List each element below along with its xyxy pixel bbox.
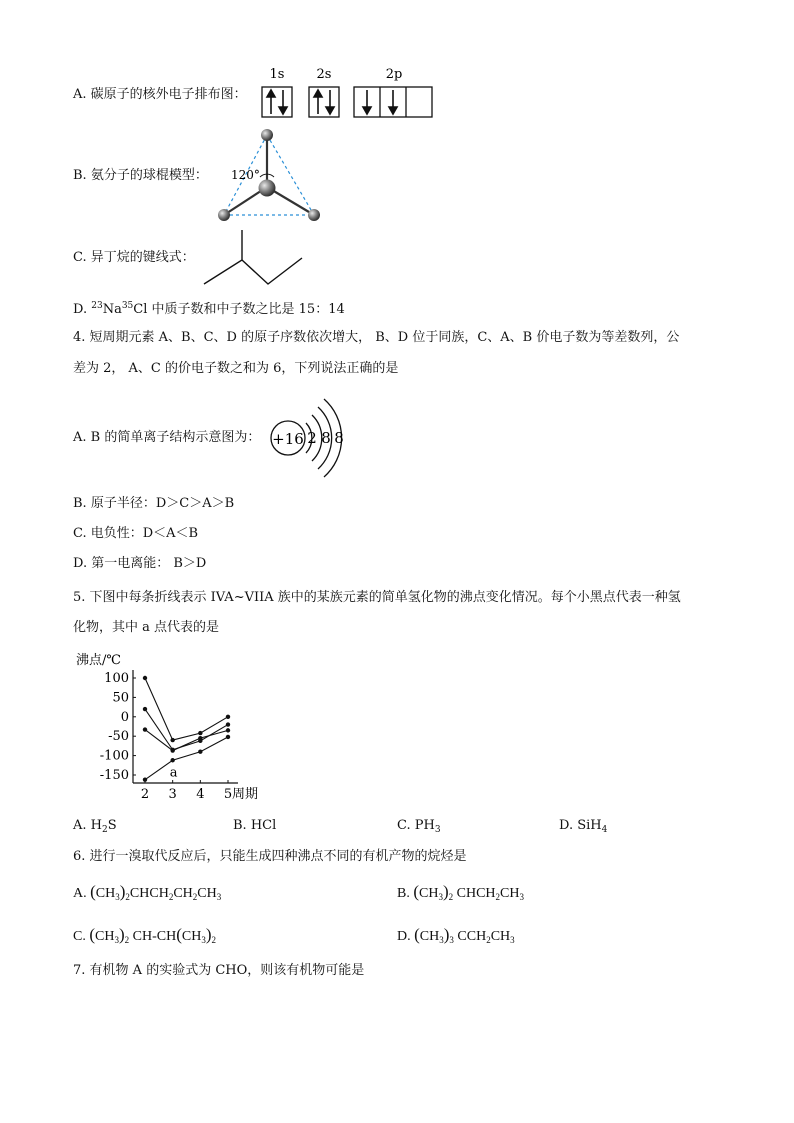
q3-option-b: B. 氨分子的球棍模型： — [73, 168, 208, 183]
q3-option-c: C. 异丁烷的键线式： — [73, 250, 195, 265]
data-point — [226, 728, 230, 732]
data-point — [198, 731, 202, 735]
q6-option-a: A. $(CH_3)_2CHCH_2CH_2CH_3$ — [73, 882, 222, 902]
q5-option-c: C. $PH_3$ — [397, 818, 441, 835]
data-point — [198, 750, 202, 754]
data-point — [198, 736, 202, 740]
chart-x-label: 周期 — [232, 787, 259, 802]
x-tick-label: 5 — [223, 787, 233, 802]
series-line — [145, 678, 228, 740]
x-tick-label: 4 — [196, 787, 205, 802]
data-point — [143, 676, 147, 680]
point-a-label: a — [169, 765, 178, 781]
orbital-label-2s: 2s — [316, 67, 332, 82]
y-tick-label: -150 — [99, 768, 129, 783]
q6-stem: 6. 进行一溴取代反应后，只能生成四种沸点不同的有机产物的烷烃是 — [73, 849, 467, 864]
ammonia-model — [210, 125, 330, 225]
q6-option-d: D. $(CH_3)_3$ $CCH_2CH_3$ — [397, 925, 515, 945]
data-point — [170, 748, 174, 752]
shell-electrons-1: 2 — [307, 429, 317, 447]
boiling-point-chart — [70, 648, 280, 808]
q3-option-a: A. 碳原子的核外电子排布图： — [73, 87, 247, 102]
q7-stem: 7. 有机物 A 的实验式为 CHO，则该有机物可能是 — [73, 963, 365, 978]
bond-angle-label: 120° — [231, 168, 260, 182]
ion-structure-diagram — [268, 395, 378, 485]
q5-option-b: B. HCl — [233, 818, 277, 833]
y-tick-label: 50 — [112, 690, 129, 706]
y-tick-label: -100 — [99, 748, 129, 764]
y-tick-label: 100 — [104, 671, 129, 686]
orbital-label-2p: 2p — [385, 67, 403, 82]
data-point — [226, 722, 230, 726]
series-line — [145, 737, 228, 780]
q4-option-a: A. B 的简单离子结构示意图为： — [73, 430, 261, 445]
q5-stem-line2: 化物，其中 a 点代表的是 — [73, 620, 220, 635]
q5-option-a: A. $H_2S$ — [73, 818, 117, 835]
data-point — [143, 777, 147, 781]
orbital-diagram — [258, 62, 438, 122]
x-tick-label: 2 — [140, 787, 150, 802]
data-point — [143, 707, 147, 711]
data-point — [226, 715, 230, 719]
q4-stem-line1: 4. 短周期元素 A、B、C、D 的原子序数依次增大， B、D 位于同族，C、A、B 价电子数为等差数列，公 — [73, 330, 680, 345]
q4-stem-line2: 差为 2， A、C 的价电子数之和为 6，下列说法正确的是 — [73, 361, 399, 376]
shell-electrons-2: 8 — [321, 429, 331, 447]
q3-option-d: D. $^{23}$Na$^{35}$Cl 中质子数和中子数之比是 15：14 — [73, 301, 345, 317]
shell-electrons-3: 8 — [334, 429, 344, 447]
x-tick-label: 3 — [168, 787, 177, 802]
data-point — [170, 758, 174, 762]
data-point — [170, 738, 174, 742]
q4-option-d: D. 第一电离能： B＞D — [73, 556, 207, 571]
isobutane-skeletal — [200, 228, 310, 288]
nucleus-charge: +16 — [272, 430, 304, 448]
q4-option-c: C. 电负性：D＜A＜B — [73, 526, 199, 541]
y-tick-label: -50 — [108, 729, 129, 745]
orbital-label-1s: 1s — [269, 67, 285, 82]
series-line — [145, 730, 228, 751]
data-point — [143, 727, 147, 731]
q6-option-b: B. $(CH_3)_2$ $CHCH_2CH_3$ — [397, 882, 524, 902]
y-tick-label: 0 — [120, 709, 129, 725]
data-point — [226, 735, 230, 739]
q5-stem-line1: 5. 下图中每条折线表示 IVA~VIIA 族中的某族元素的简单氢化物的沸点变化情况。每个小黑点代表一种氢 — [73, 590, 681, 605]
q5-option-d: D. SiH$_4$ — [559, 818, 608, 835]
q6-option-c: C. $(CH_3)_2$ $CH-CH(CH_3)_2$ — [73, 925, 216, 945]
chart-y-label: 沸点/℃ — [76, 653, 121, 668]
q4-option-b: B. 原子半径：D＞C＞A＞B — [73, 496, 235, 511]
